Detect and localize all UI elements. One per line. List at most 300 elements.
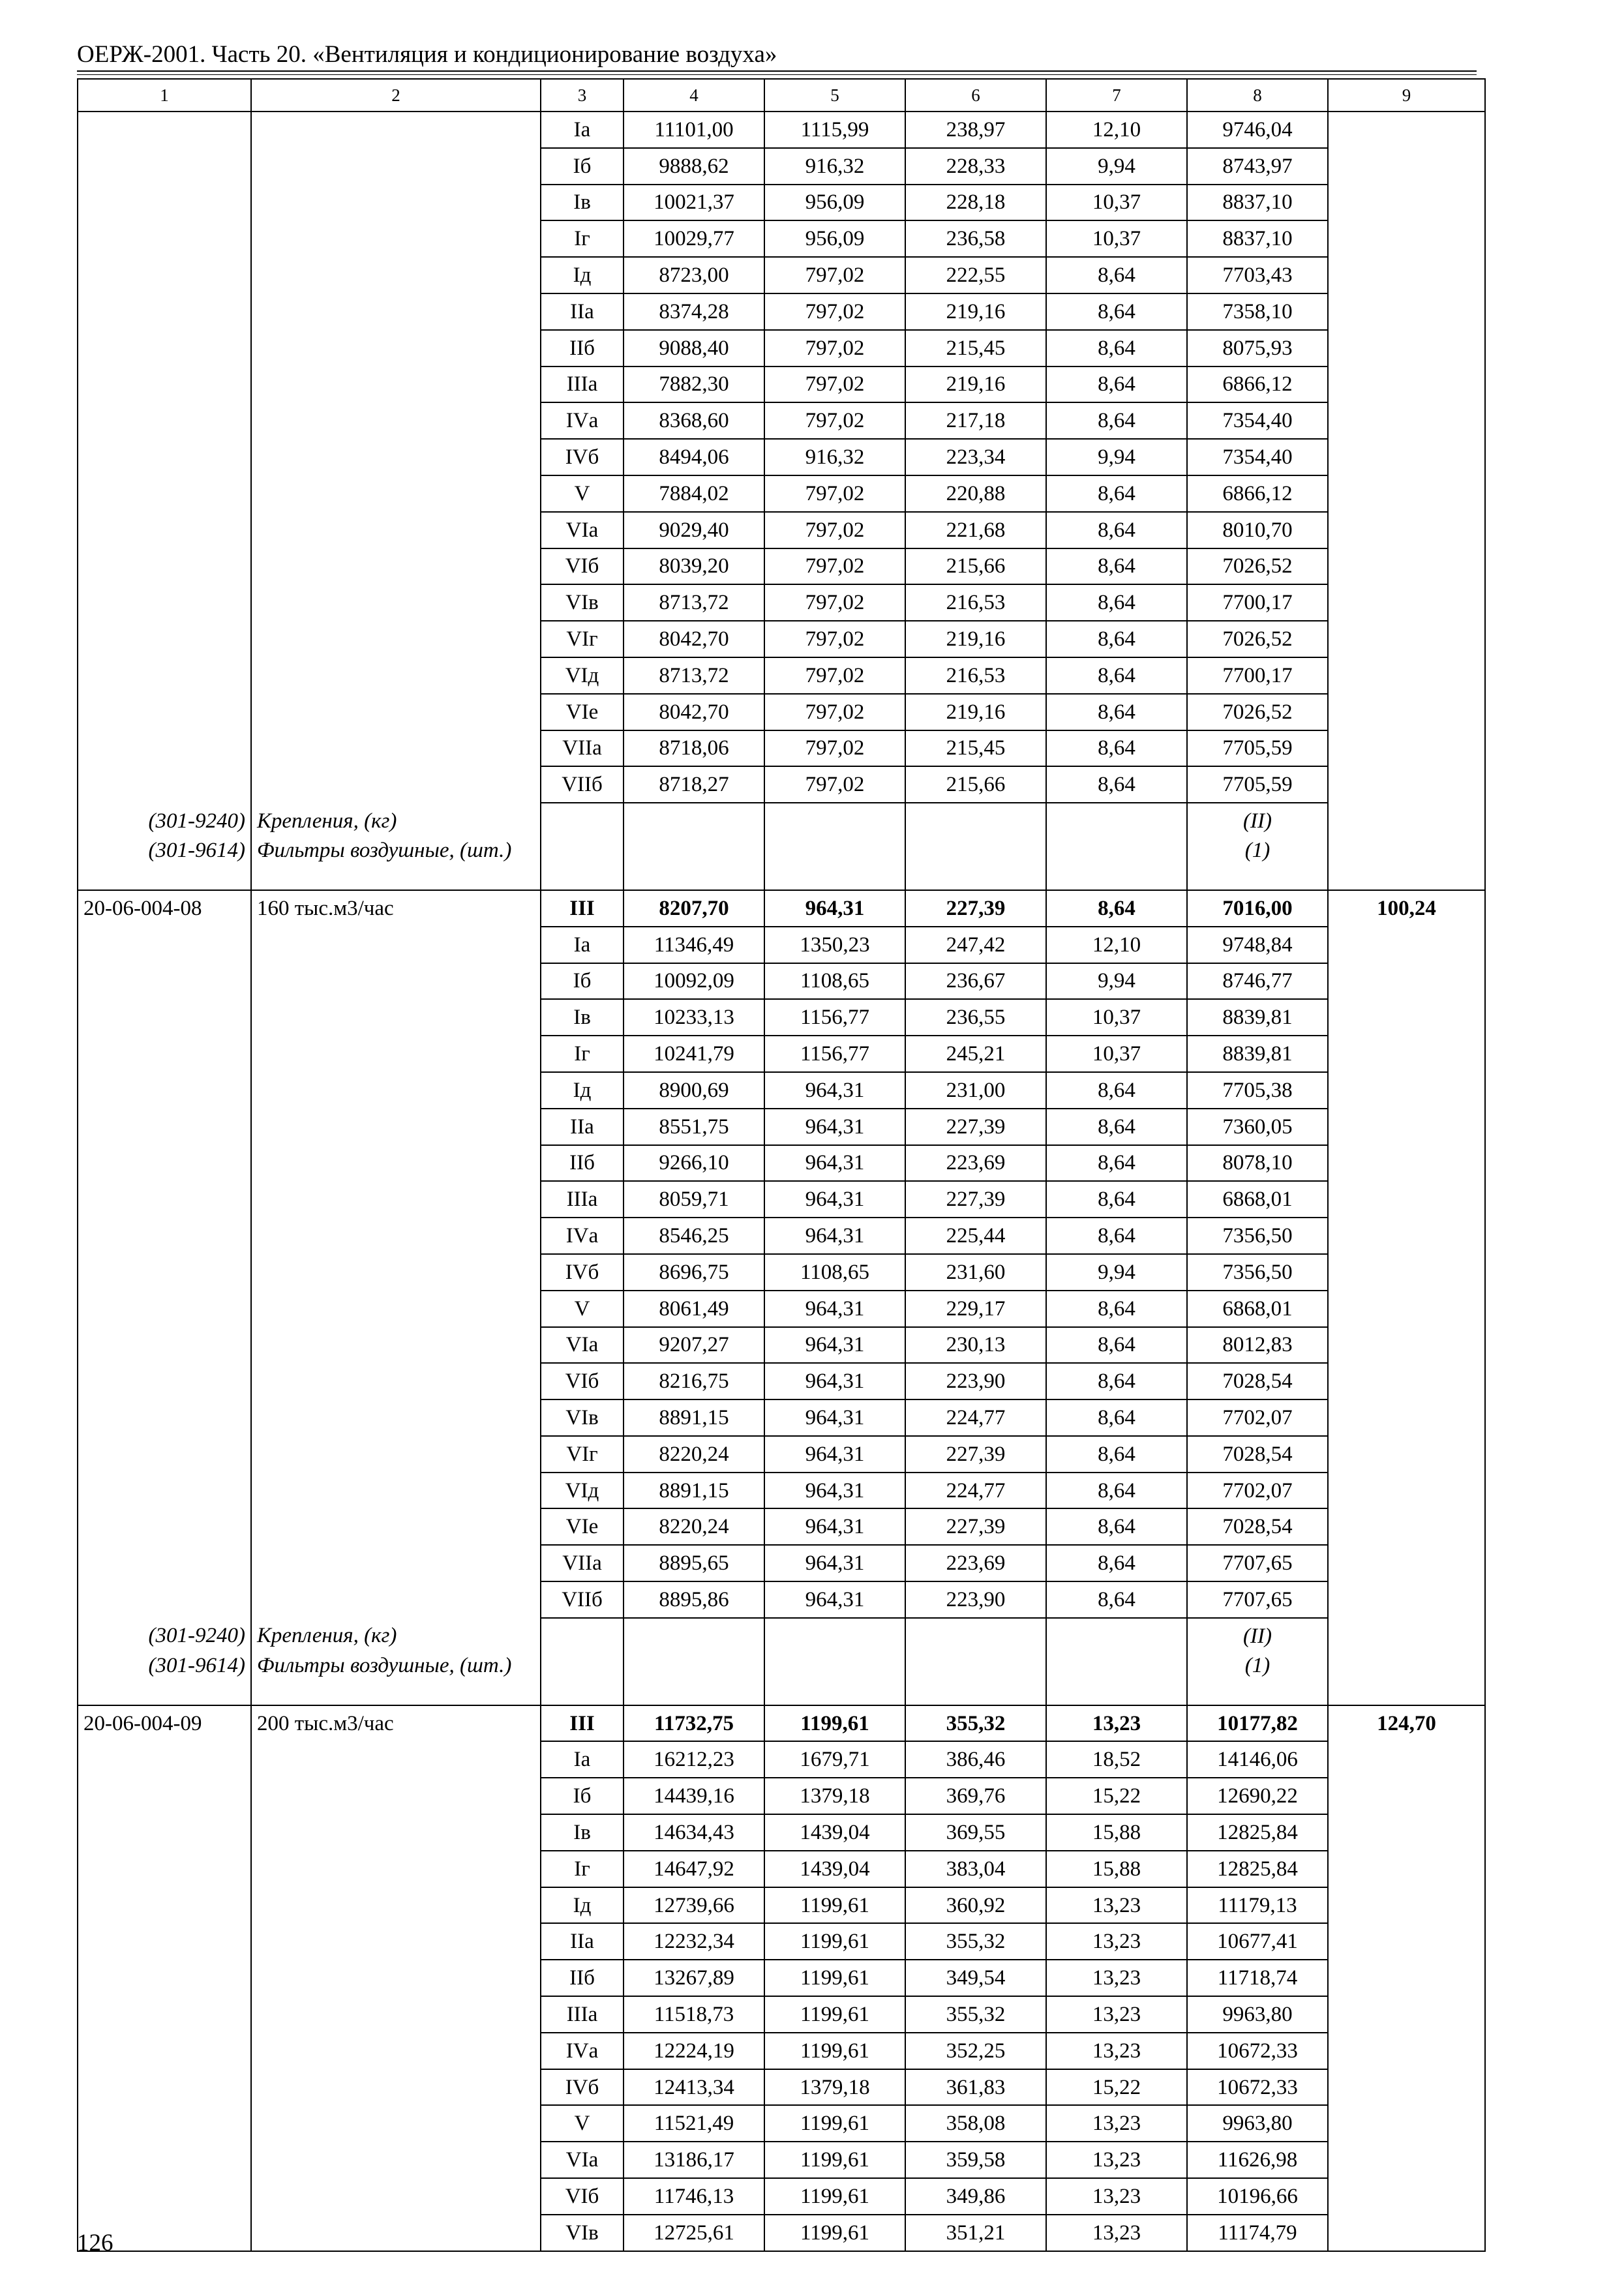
price-cell-col4: 10241,79 (624, 1036, 764, 1072)
price-cell-col6: 215,66 (905, 548, 1046, 585)
labor-cell (1328, 1109, 1485, 1145)
price-cell-col8: 10677,41 (1187, 1923, 1328, 1960)
price-cell-col7: 18,52 (1046, 1741, 1187, 1778)
note-code-cell: (301-9614) (78, 839, 251, 890)
price-cell-col7: 8,64 (1046, 657, 1187, 694)
item-code-cell (78, 1887, 251, 1924)
zone-cell: Iб (541, 1778, 624, 1814)
price-cell-col8: 8837,10 (1187, 220, 1328, 257)
item-code-cell (78, 1996, 251, 2033)
item-name-cell (251, 1545, 541, 1581)
table-row (78, 1887, 1485, 1924)
labor-cell (1328, 1072, 1485, 1109)
zone-cell: IIIа (541, 1181, 624, 1218)
item-code-cell (78, 293, 251, 330)
item-name-cell (251, 439, 541, 475)
note-text-cell: Фильтры воздушные, (шт.) (251, 839, 541, 890)
labor-cell (1328, 999, 1485, 1036)
price-table (77, 78, 1486, 2252)
price-cell-col6: 221,68 (905, 512, 1046, 548)
price-cell-col7: 8,64 (1046, 766, 1187, 803)
zone-cell: VIIа (541, 1545, 624, 1581)
empty-cell (764, 803, 905, 839)
price-cell-col7: 8,64 (1046, 402, 1187, 439)
price-cell-col4: 12232,34 (624, 1923, 764, 1960)
price-cell-col4: 8723,00 (624, 257, 764, 293)
zone-cell: IIб (541, 330, 624, 367)
price-cell-col8: 7702,07 (1187, 1473, 1328, 1509)
item-name-cell (251, 1036, 541, 1072)
price-cell-col7: 13,23 (1046, 2105, 1187, 2142)
price-cell-col6: 223,34 (905, 439, 1046, 475)
price-cell-col7: 13,23 (1046, 1923, 1187, 1960)
table-row (78, 439, 1485, 475)
zone-cell: Iд (541, 1887, 624, 1924)
zone-cell: III (541, 1705, 624, 1742)
price-cell-col4: 8895,86 (624, 1581, 764, 1618)
item-name-cell (251, 730, 541, 767)
price-cell-col4: 13186,17 (624, 2142, 764, 2178)
price-cell-col6: 224,77 (905, 1473, 1046, 1509)
table-row (78, 766, 1485, 803)
price-cell-col6: 351,21 (905, 2215, 1046, 2251)
price-cell-col5: 797,02 (764, 512, 905, 548)
column-number-row (78, 79, 1485, 112)
zone-cell: IIIа (541, 1996, 624, 2033)
zone-cell: Iв (541, 1814, 624, 1851)
item-name-cell (251, 657, 541, 694)
labor-cell (1328, 2178, 1485, 2215)
empty-cell (1328, 1654, 1485, 1705)
item-name-cell (251, 1363, 541, 1399)
labor-cell (1328, 112, 1485, 148)
price-cell-col5: 1156,77 (764, 999, 905, 1036)
item-code-cell (78, 2142, 251, 2178)
price-cell-col7: 8,64 (1046, 367, 1187, 403)
price-cell-col4: 11746,13 (624, 2178, 764, 2215)
price-cell-col6: 215,45 (905, 730, 1046, 767)
item-code-cell (78, 766, 251, 803)
table-row (78, 1436, 1485, 1473)
labor-cell (1328, 1181, 1485, 1218)
item-code-cell (78, 1545, 251, 1581)
price-cell-col5: 797,02 (764, 293, 905, 330)
labor-cell (1328, 1851, 1485, 1887)
price-cell-col6: 223,69 (905, 1145, 1046, 1182)
table-row (78, 1291, 1485, 1327)
price-cell-col7: 8,64 (1046, 1508, 1187, 1545)
zone-cell: Iв (541, 999, 624, 1036)
item-code-cell (78, 730, 251, 767)
price-cell-col8: 8078,10 (1187, 1145, 1328, 1182)
price-cell-col8: 8746,77 (1187, 963, 1328, 1000)
price-cell-col5: 1350,23 (764, 927, 905, 963)
price-cell-col5: 1199,61 (764, 1923, 905, 1960)
price-cell-col6: 355,32 (905, 1923, 1046, 1960)
price-cell-col8: 10672,33 (1187, 2033, 1328, 2069)
price-cell-col7: 8,64 (1046, 1545, 1187, 1581)
price-cell-col8: 7707,65 (1187, 1581, 1328, 1618)
item-name-cell (251, 2105, 541, 2142)
labor-cell (1328, 293, 1485, 330)
labor-cell (1328, 1291, 1485, 1327)
price-cell-col7: 8,64 (1046, 475, 1187, 512)
price-cell-col4: 10029,77 (624, 220, 764, 257)
table-row (78, 367, 1485, 403)
price-cell-col6: 247,42 (905, 927, 1046, 963)
item-code-cell (78, 1960, 251, 1996)
price-cell-col7: 13,23 (1046, 2033, 1187, 2069)
note-row (78, 1618, 1485, 1654)
item-name-cell (251, 621, 541, 657)
table-row (78, 621, 1485, 657)
item-name-cell (251, 548, 541, 585)
note-row (78, 803, 1485, 839)
price-cell-col5: 964,31 (764, 1508, 905, 1545)
price-cell-col6: 224,77 (905, 1399, 1046, 1436)
empty-cell (764, 1618, 905, 1654)
price-cell-col4: 11518,73 (624, 1996, 764, 2033)
item-code-cell (78, 999, 251, 1036)
price-cell-col8: 7700,17 (1187, 584, 1328, 621)
price-cell-col6: 231,00 (905, 1072, 1046, 1109)
item-name-cell (251, 1960, 541, 1996)
price-cell-col4: 8216,75 (624, 1363, 764, 1399)
zone-cell: IIа (541, 293, 624, 330)
item-code-cell: 20-06-004-09 (78, 1705, 251, 1742)
table-row (78, 2178, 1485, 2215)
table-row (78, 1218, 1485, 1254)
price-cell-col8: 7016,00 (1187, 890, 1328, 927)
note-value-cell: (1) (1187, 839, 1328, 890)
note-value-cell: (II) (1187, 1618, 1328, 1654)
price-cell-col6: 228,33 (905, 148, 1046, 185)
zone-cell: IVа (541, 1218, 624, 1254)
item-code-cell (78, 621, 251, 657)
price-cell-col4: 8042,70 (624, 621, 764, 657)
empty-cell (624, 839, 764, 890)
price-cell-col7: 9,94 (1046, 439, 1187, 475)
price-cell-col6: 227,39 (905, 1109, 1046, 1145)
price-cell-col5: 956,09 (764, 185, 905, 221)
price-cell-col5: 797,02 (764, 657, 905, 694)
price-cell-col6: 355,32 (905, 1705, 1046, 1742)
table-row (78, 1814, 1485, 1851)
labor-cell (1328, 2033, 1485, 2069)
empty-cell (1328, 839, 1485, 890)
price-cell-col7: 13,23 (1046, 1887, 1187, 1924)
price-cell-col4: 8546,25 (624, 1218, 764, 1254)
labor-cell: 124,70 (1328, 1705, 1485, 1742)
price-table-body (78, 79, 1485, 2251)
zone-cell: IIа (541, 1109, 624, 1145)
item-name-cell (251, 1436, 541, 1473)
zone-cell: VIе (541, 694, 624, 730)
item-name-cell (251, 1814, 541, 1851)
labor-cell (1328, 330, 1485, 367)
empty-cell (905, 839, 1046, 890)
item-name-cell (251, 330, 541, 367)
price-cell-col8: 6866,12 (1187, 475, 1328, 512)
item-name-cell (251, 999, 541, 1036)
price-cell-col4: 16212,23 (624, 1741, 764, 1778)
empty-cell (541, 1618, 624, 1654)
price-cell-col8: 8012,83 (1187, 1327, 1328, 1364)
price-cell-col7: 8,64 (1046, 1145, 1187, 1182)
column-number: 8 (1187, 79, 1328, 112)
column-number: 4 (624, 79, 764, 112)
price-cell-col6: 220,88 (905, 475, 1046, 512)
zone-cell: Iб (541, 963, 624, 1000)
zone-cell: VIIа (541, 730, 624, 767)
price-cell-col4: 8368,60 (624, 402, 764, 439)
price-cell-col8: 7707,65 (1187, 1545, 1328, 1581)
table-row (78, 1508, 1485, 1545)
empty-cell (1046, 1618, 1187, 1654)
price-cell-col4: 14634,43 (624, 1814, 764, 1851)
price-cell-col6: 216,53 (905, 657, 1046, 694)
page-header-title: ОЕРЖ-2001. Часть 20. «Вентиляция и кондиционирование воздуха» (77, 41, 777, 68)
price-cell-col7: 8,64 (1046, 1399, 1187, 1436)
empty-cell (764, 839, 905, 890)
item-name-cell (251, 927, 541, 963)
price-cell-col7: 13,23 (1046, 1705, 1187, 1742)
item-name-cell (251, 1778, 541, 1814)
price-cell-col6: 369,76 (905, 1778, 1046, 1814)
price-cell-col4: 11101,00 (624, 112, 764, 148)
price-cell-col5: 1199,61 (764, 2178, 905, 2215)
price-cell-col7: 13,23 (1046, 2178, 1187, 2215)
price-cell-col4: 8374,28 (624, 293, 764, 330)
price-cell-col4: 8696,75 (624, 1254, 764, 1291)
price-cell-col7: 15,88 (1046, 1851, 1187, 1887)
price-cell-col7: 13,23 (1046, 2215, 1187, 2251)
item-code-cell (78, 1814, 251, 1851)
empty-cell (541, 803, 624, 839)
column-number: 6 (905, 79, 1046, 112)
item-code-cell (78, 1145, 251, 1182)
zone-cell: VIб (541, 1363, 624, 1399)
zone-cell: VIб (541, 548, 624, 585)
labor-cell (1328, 402, 1485, 439)
table-row (78, 402, 1485, 439)
price-cell-col7: 10,37 (1046, 220, 1187, 257)
item-name-cell: 200 тыс.м3/час (251, 1705, 541, 1742)
price-cell-col6: 215,45 (905, 330, 1046, 367)
price-cell-col4: 13267,89 (624, 1960, 764, 1996)
price-cell-col5: 797,02 (764, 548, 905, 585)
price-cell-col8: 7354,40 (1187, 439, 1328, 475)
item-name-cell (251, 766, 541, 803)
table-row (78, 1741, 1485, 1778)
price-cell-col5: 964,31 (764, 1363, 905, 1399)
zone-cell: IVб (541, 439, 624, 475)
empty-cell (905, 803, 1046, 839)
price-cell-col8: 12825,84 (1187, 1851, 1328, 1887)
price-cell-col5: 964,31 (764, 1181, 905, 1218)
price-cell-col4: 8061,49 (624, 1291, 764, 1327)
price-cell-col6: 219,16 (905, 367, 1046, 403)
table-row (78, 1181, 1485, 1218)
table-row (78, 2069, 1485, 2106)
zone-cell: VIа (541, 2142, 624, 2178)
zone-cell: VIв (541, 2215, 624, 2251)
item-name-cell (251, 1327, 541, 1364)
price-cell-col7: 8,64 (1046, 330, 1187, 367)
price-cell-col6: 236,58 (905, 220, 1046, 257)
price-cell-col5: 964,31 (764, 1473, 905, 1509)
table-row (78, 1036, 1485, 1072)
price-cell-col5: 964,31 (764, 1109, 905, 1145)
table-row (78, 1072, 1485, 1109)
item-name-cell (251, 1508, 541, 1545)
empty-cell (1328, 803, 1485, 839)
item-code-cell (78, 1436, 251, 1473)
labor-cell (1328, 1036, 1485, 1072)
price-cell-col6: 230,13 (905, 1327, 1046, 1364)
price-cell-col4: 8220,24 (624, 1508, 764, 1545)
price-cell-col7: 8,64 (1046, 1363, 1187, 1399)
item-code-cell (78, 1363, 251, 1399)
price-cell-col7: 10,37 (1046, 1036, 1187, 1072)
labor-cell (1328, 766, 1485, 803)
price-cell-col6: 361,83 (905, 2069, 1046, 2106)
price-cell-col6: 369,55 (905, 1814, 1046, 1851)
price-cell-col6: 229,17 (905, 1291, 1046, 1327)
item-code-cell (78, 439, 251, 475)
price-cell-col4: 12413,34 (624, 2069, 764, 2106)
price-cell-col8: 7028,54 (1187, 1508, 1328, 1545)
item-code-cell (78, 1741, 251, 1778)
item-code-cell (78, 584, 251, 621)
table-row (78, 1327, 1485, 1364)
table-row (78, 2215, 1485, 2251)
price-cell-col5: 964,31 (764, 1291, 905, 1327)
zone-cell: IVа (541, 2033, 624, 2069)
item-code-cell (78, 548, 251, 585)
item-name-cell (251, 1996, 541, 2033)
price-cell-col6: 245,21 (905, 1036, 1046, 1072)
table-row (78, 963, 1485, 1000)
price-cell-col5: 1379,18 (764, 2069, 905, 2106)
labor-cell (1328, 1814, 1485, 1851)
item-name-cell (251, 367, 541, 403)
price-cell-col8: 10672,33 (1187, 2069, 1328, 2106)
empty-cell (1046, 1654, 1187, 1705)
labor-cell (1328, 621, 1485, 657)
price-cell-col8: 6868,01 (1187, 1181, 1328, 1218)
item-code-cell (78, 402, 251, 439)
price-cell-col8: 12690,22 (1187, 1778, 1328, 1814)
price-cell-col7: 8,64 (1046, 1291, 1187, 1327)
zone-cell: V (541, 2105, 624, 2142)
labor-cell (1328, 475, 1485, 512)
table-row (78, 220, 1485, 257)
zone-cell: VIIб (541, 1581, 624, 1618)
item-code-cell (78, 512, 251, 548)
labor-cell (1328, 2215, 1485, 2251)
item-code-cell (78, 112, 251, 148)
price-cell-col7: 8,64 (1046, 890, 1187, 927)
table-row (78, 730, 1485, 767)
item-name-cell (251, 1291, 541, 1327)
price-cell-col7: 15,22 (1046, 2069, 1187, 2106)
zone-cell: VIд (541, 657, 624, 694)
item-name-cell (251, 584, 541, 621)
labor-cell (1328, 2105, 1485, 2142)
price-cell-col6: 223,69 (905, 1545, 1046, 1581)
item-name-cell (251, 2033, 541, 2069)
price-cell-col8: 10196,66 (1187, 2178, 1328, 2215)
item-name-cell (251, 1741, 541, 1778)
note-row (78, 1654, 1485, 1705)
price-cell-col5: 964,31 (764, 1399, 905, 1436)
price-cell-col5: 1108,65 (764, 1254, 905, 1291)
table-row (78, 1960, 1485, 1996)
price-cell-col5: 1199,61 (764, 2215, 905, 2251)
zone-cell: Iа (541, 112, 624, 148)
table-row (78, 927, 1485, 963)
price-cell-col8: 6866,12 (1187, 367, 1328, 403)
price-cell-col7: 10,37 (1046, 185, 1187, 221)
item-code-cell: 20-06-004-08 (78, 890, 251, 927)
labor-cell (1328, 1960, 1485, 1996)
item-code-cell (78, 1778, 251, 1814)
price-cell-col7: 15,88 (1046, 1814, 1187, 1851)
empty-cell (905, 1654, 1046, 1705)
price-cell-col7: 9,94 (1046, 1254, 1187, 1291)
price-cell-col5: 916,32 (764, 148, 905, 185)
price-cell-col5: 964,31 (764, 1436, 905, 1473)
price-cell-col5: 1379,18 (764, 1778, 905, 1814)
table-row (78, 890, 1485, 927)
item-code-cell (78, 1327, 251, 1364)
price-cell-col8: 10177,82 (1187, 1705, 1328, 1742)
item-name-cell (251, 1254, 541, 1291)
note-code-cell: (301-9240) (78, 803, 251, 839)
zone-cell: IIIа (541, 367, 624, 403)
price-cell-col5: 1115,99 (764, 112, 905, 148)
item-code-cell (78, 1181, 251, 1218)
note-text-cell: Крепления, (кг) (251, 803, 541, 839)
item-code-cell (78, 220, 251, 257)
price-cell-col4: 7882,30 (624, 367, 764, 403)
item-code-cell (78, 2033, 251, 2069)
zone-cell: VIIб (541, 766, 624, 803)
price-cell-col4: 8494,06 (624, 439, 764, 475)
labor-cell (1328, 1145, 1485, 1182)
price-cell-col5: 797,02 (764, 694, 905, 730)
table-row (78, 1778, 1485, 1814)
price-cell-col4: 9266,10 (624, 1145, 764, 1182)
price-cell-col8: 9963,80 (1187, 1996, 1328, 2033)
price-cell-col6: 360,92 (905, 1887, 1046, 1924)
price-cell-col6: 386,46 (905, 1741, 1046, 1778)
labor-cell (1328, 2069, 1485, 2106)
labor-cell (1328, 1254, 1485, 1291)
price-cell-col8: 7705,59 (1187, 766, 1328, 803)
item-code-cell (78, 1291, 251, 1327)
empty-cell (764, 1654, 905, 1705)
labor-cell (1328, 1436, 1485, 1473)
empty-cell (624, 803, 764, 839)
price-cell-col6: 227,39 (905, 1181, 1046, 1218)
price-cell-col4: 8718,06 (624, 730, 764, 767)
item-name-cell (251, 1072, 541, 1109)
item-code-cell (78, 927, 251, 963)
price-cell-col8: 12825,84 (1187, 1814, 1328, 1851)
price-cell-col8: 7354,40 (1187, 402, 1328, 439)
